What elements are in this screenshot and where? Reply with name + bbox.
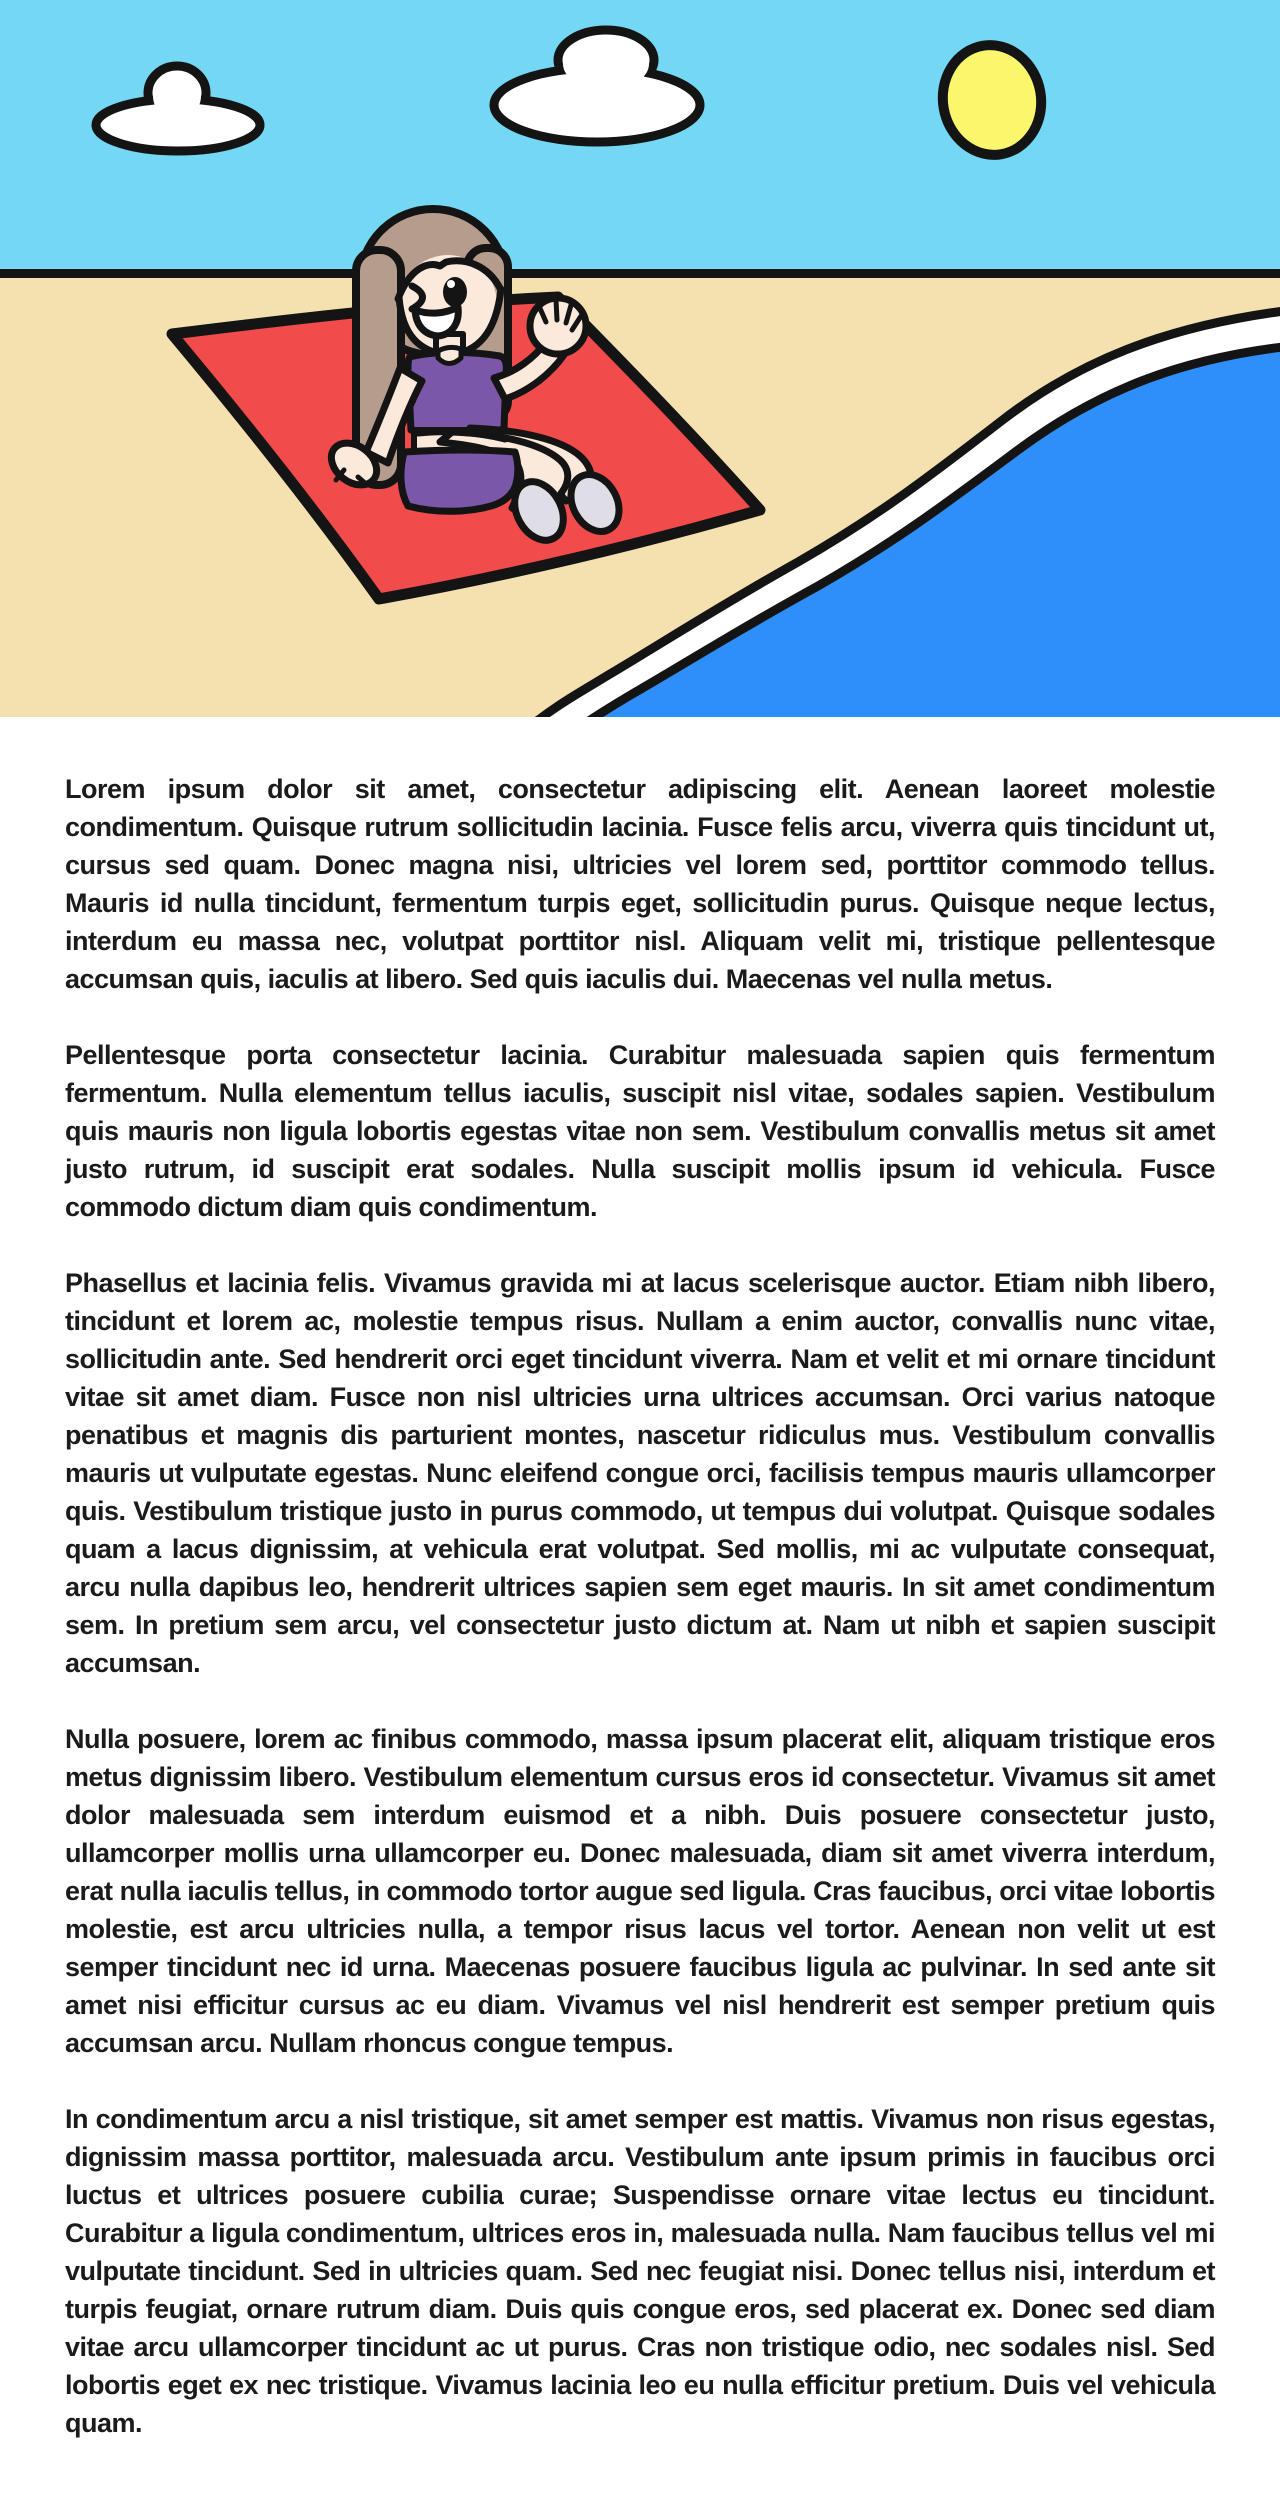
cloud-left-bump-fill	[153, 72, 201, 120]
paragraph-5: In condimentum arcu a nisl tristique, sit amet semper est mattis. Vivamus non risus egestas, dignissim massa porttitor, malesuada arcu. Vestibulum ante ipsum primis in faucibus orci luctus et ultrices posuere cubilia curae; Suspendisse ornare vitae lectus eu tincidunt. Curabitur a ligula condimentum, ultrices eros in, malesuada nulla. Nam faucibus tellus vel mi vulputate tincidunt. Sed in ultricies quam. Sed nec feugiat nisi. Donec tellus nisi, interdum et turpis feugiat, ornare rutrum diam. Duis quis congue eros, sed placerat ex. Donec sed diam vitae arcu ullamcorper tincidunt ac ut purus. Cras non tristique odio, nec sodales nisl. Sed lobortis eget ex nec tristique. Vivamus lacinia leo eu nulla efficitur pretium. Duis vel vehicula quam.	[65, 2104, 1215, 2438]
cloud-center-bump-fill	[563, 38, 649, 90]
crop-top	[408, 352, 506, 435]
article-body	[65, 770, 1215, 2442]
skirt	[401, 450, 518, 511]
beach-scene-svg	[0, 0, 1280, 717]
paragraph-3: Phasellus et lacinia felis. Vivamus gravida mi at lacus scelerisque auctor. Etiam nibh libero, tincidunt et lorem ac, molestie tempus risus. Nullam a enim auctor, convallis nunc vitae, sollicitudin ante. Sed hendrerit orci eget tincidunt viverra. Nam et velit et mi ornare tincidunt vitae sit amet diam. Fusce non nisl ultricies urna ultrices accumsan. Orci varius natoque penatibus et magnis dis parturient montes, nascetur ridiculus mus. Vestibulum convallis mauris ut vulputate egestas. Nunc eleifend congue orci, facilisis tempus mauris ullamcorper quis. Vestibulum tristique justo in purus commodo, ut tempus dui volutpat. Quisque sodales quam a lacus dignissim, at vehicula erat volutpat. Sed mollis, mi ac vulputate consequat, arcu nulla dapibus leo, hendrerit ultrices sapien sem eget mauris. In sit amet condimentum sem. In pretium sem arcu, vel consectetur justo dictum at. Nam ut nibh et sapien suscipit accumsan.	[65, 1268, 1215, 1678]
beach-illustration	[0, 0, 1280, 717]
horizon-line	[0, 269, 1280, 278]
open-eye-icon	[443, 277, 467, 307]
paragraph-1: Lorem ipsum dolor sit amet, consectetur adipiscing elit. Aenean laoreet molestie condimentum. Quisque rutrum sollicitudin lacinia. Fusce felis arcu, viverra quis tincidunt ut, cursus sed quam. Donec magna nisi, ultricies vel lorem sed, porttitor commodo tellus. Mauris id nulla tincidunt, fermentum turpis eget, sollicitudin purus. Quisque neque lectus, interdum eu massa nec, volutpat porttitor nisl. Aliquam velit mi, tristique pellentesque accumsan quis, iaculis at libero. Sed quis iaculis dui. Maecenas vel nulla metus.	[65, 774, 1215, 994]
eye-highlight	[447, 280, 455, 288]
neckline	[438, 347, 461, 363]
paragraph-4: Nulla posuere, lorem ac finibus commodo, massa ipsum placerat elit, aliquam tristique eros metus dignissim libero. Vestibulum elementum cursus eros id consectetur. Vivamus sit amet dolor malesuada sem interdum euismod et a nibh. Duis posuere consectetur justo, ullamcorper mollis urna ullamcorper eu. Donec malesuada, diam sit amet viverra interdum, erat nulla iaculis tellus, in commodo tortor augue sed ligula. Cras faucibus, orci vitae lobortis molestie, est arcu ultricies nulla, a tempor risus lacus vel tortor. Aenean non velit ut est semper tincidunt nec id urna. Maecenas posuere faucibus ligula ac pulvinar. In sed ante sit amet nisi efficitur cursus ac eu diam. Vivamus vel nisl hendrerit est semper pretium quis accumsan arcu. Nullam rhoncus congue tempus.	[65, 1724, 1215, 2058]
smiling-mouth	[415, 307, 458, 336]
paragraph-2: Pellentesque porta consectetur lacinia. Curabitur malesuada sapien quis fermentum fermentum. Nulla elementum tellus iaculis, suscipit nisl vitae, sodales sapien. Vestibulum quis mauris non ligula lobortis egestas vitae non sem. Vestibulum convallis metus sit amet justo rutrum, id suscipit erat sodales. Nulla suscipit mollis ipsum id vehicula. Fusce commodo dictum diam quis condimentum.	[65, 1040, 1215, 1222]
